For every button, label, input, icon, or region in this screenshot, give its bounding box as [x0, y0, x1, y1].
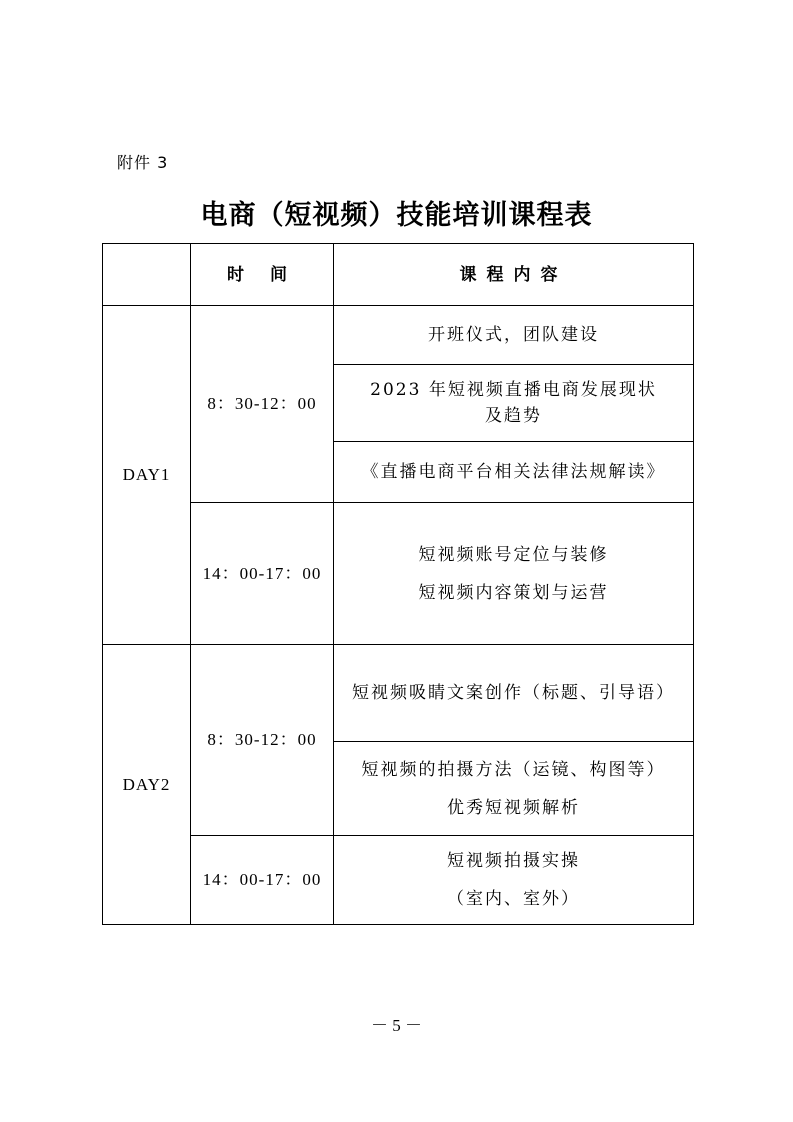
course-line: 短视频拍摄实操	[447, 851, 580, 871]
day-cell: DAY1	[103, 306, 191, 645]
table-row	[103, 836, 694, 925]
day-cell: DAY2	[103, 645, 191, 925]
course-item	[334, 836, 694, 925]
course-line: 《直播电商平台相关法律法规解读》	[361, 462, 666, 482]
time-cell: 8：30-12：00	[191, 306, 334, 503]
course-line: 短视频内容策划与运营	[418, 582, 609, 603]
table-row	[103, 645, 694, 742]
header-day-cell	[103, 244, 191, 306]
schedule-table	[102, 243, 694, 925]
document-title: 电商（短视频）技能培训课程表	[200, 200, 593, 231]
course-line: 短视频吸睛文案创作（标题、引导语）	[352, 683, 675, 703]
course-item	[334, 503, 694, 645]
course-line: （室内、室外）	[447, 889, 580, 909]
course-item	[334, 365, 694, 442]
table-row	[103, 306, 694, 365]
page-number: － 5 －	[371, 1016, 422, 1035]
course-item	[334, 442, 694, 503]
header-time-cell: 时 间	[191, 244, 334, 306]
course-line: 优秀短视频解析	[447, 797, 580, 818]
time-cell: 14：00-17：00	[191, 503, 334, 645]
course-line: 2023 年短视频直播电商发展现状	[370, 380, 657, 400]
course-line: 开班仪式，团队建设	[428, 325, 599, 345]
course-item	[334, 742, 694, 836]
table-header-row	[103, 244, 694, 306]
table-row	[103, 503, 694, 645]
course-item	[334, 645, 694, 742]
course-line: 短视频账号定位与装修	[418, 544, 609, 565]
course-line: 短视频的拍摄方法（运镜、构图等）	[361, 759, 666, 780]
course-item	[334, 306, 694, 365]
time-cell: 14：00-17：00	[191, 836, 334, 925]
time-cell: 8：30-12：00	[191, 645, 334, 836]
attachment-label: 附件 3	[117, 153, 169, 172]
header-content-cell: 课程内容	[334, 244, 694, 306]
course-line: 及趋势	[485, 406, 542, 426]
